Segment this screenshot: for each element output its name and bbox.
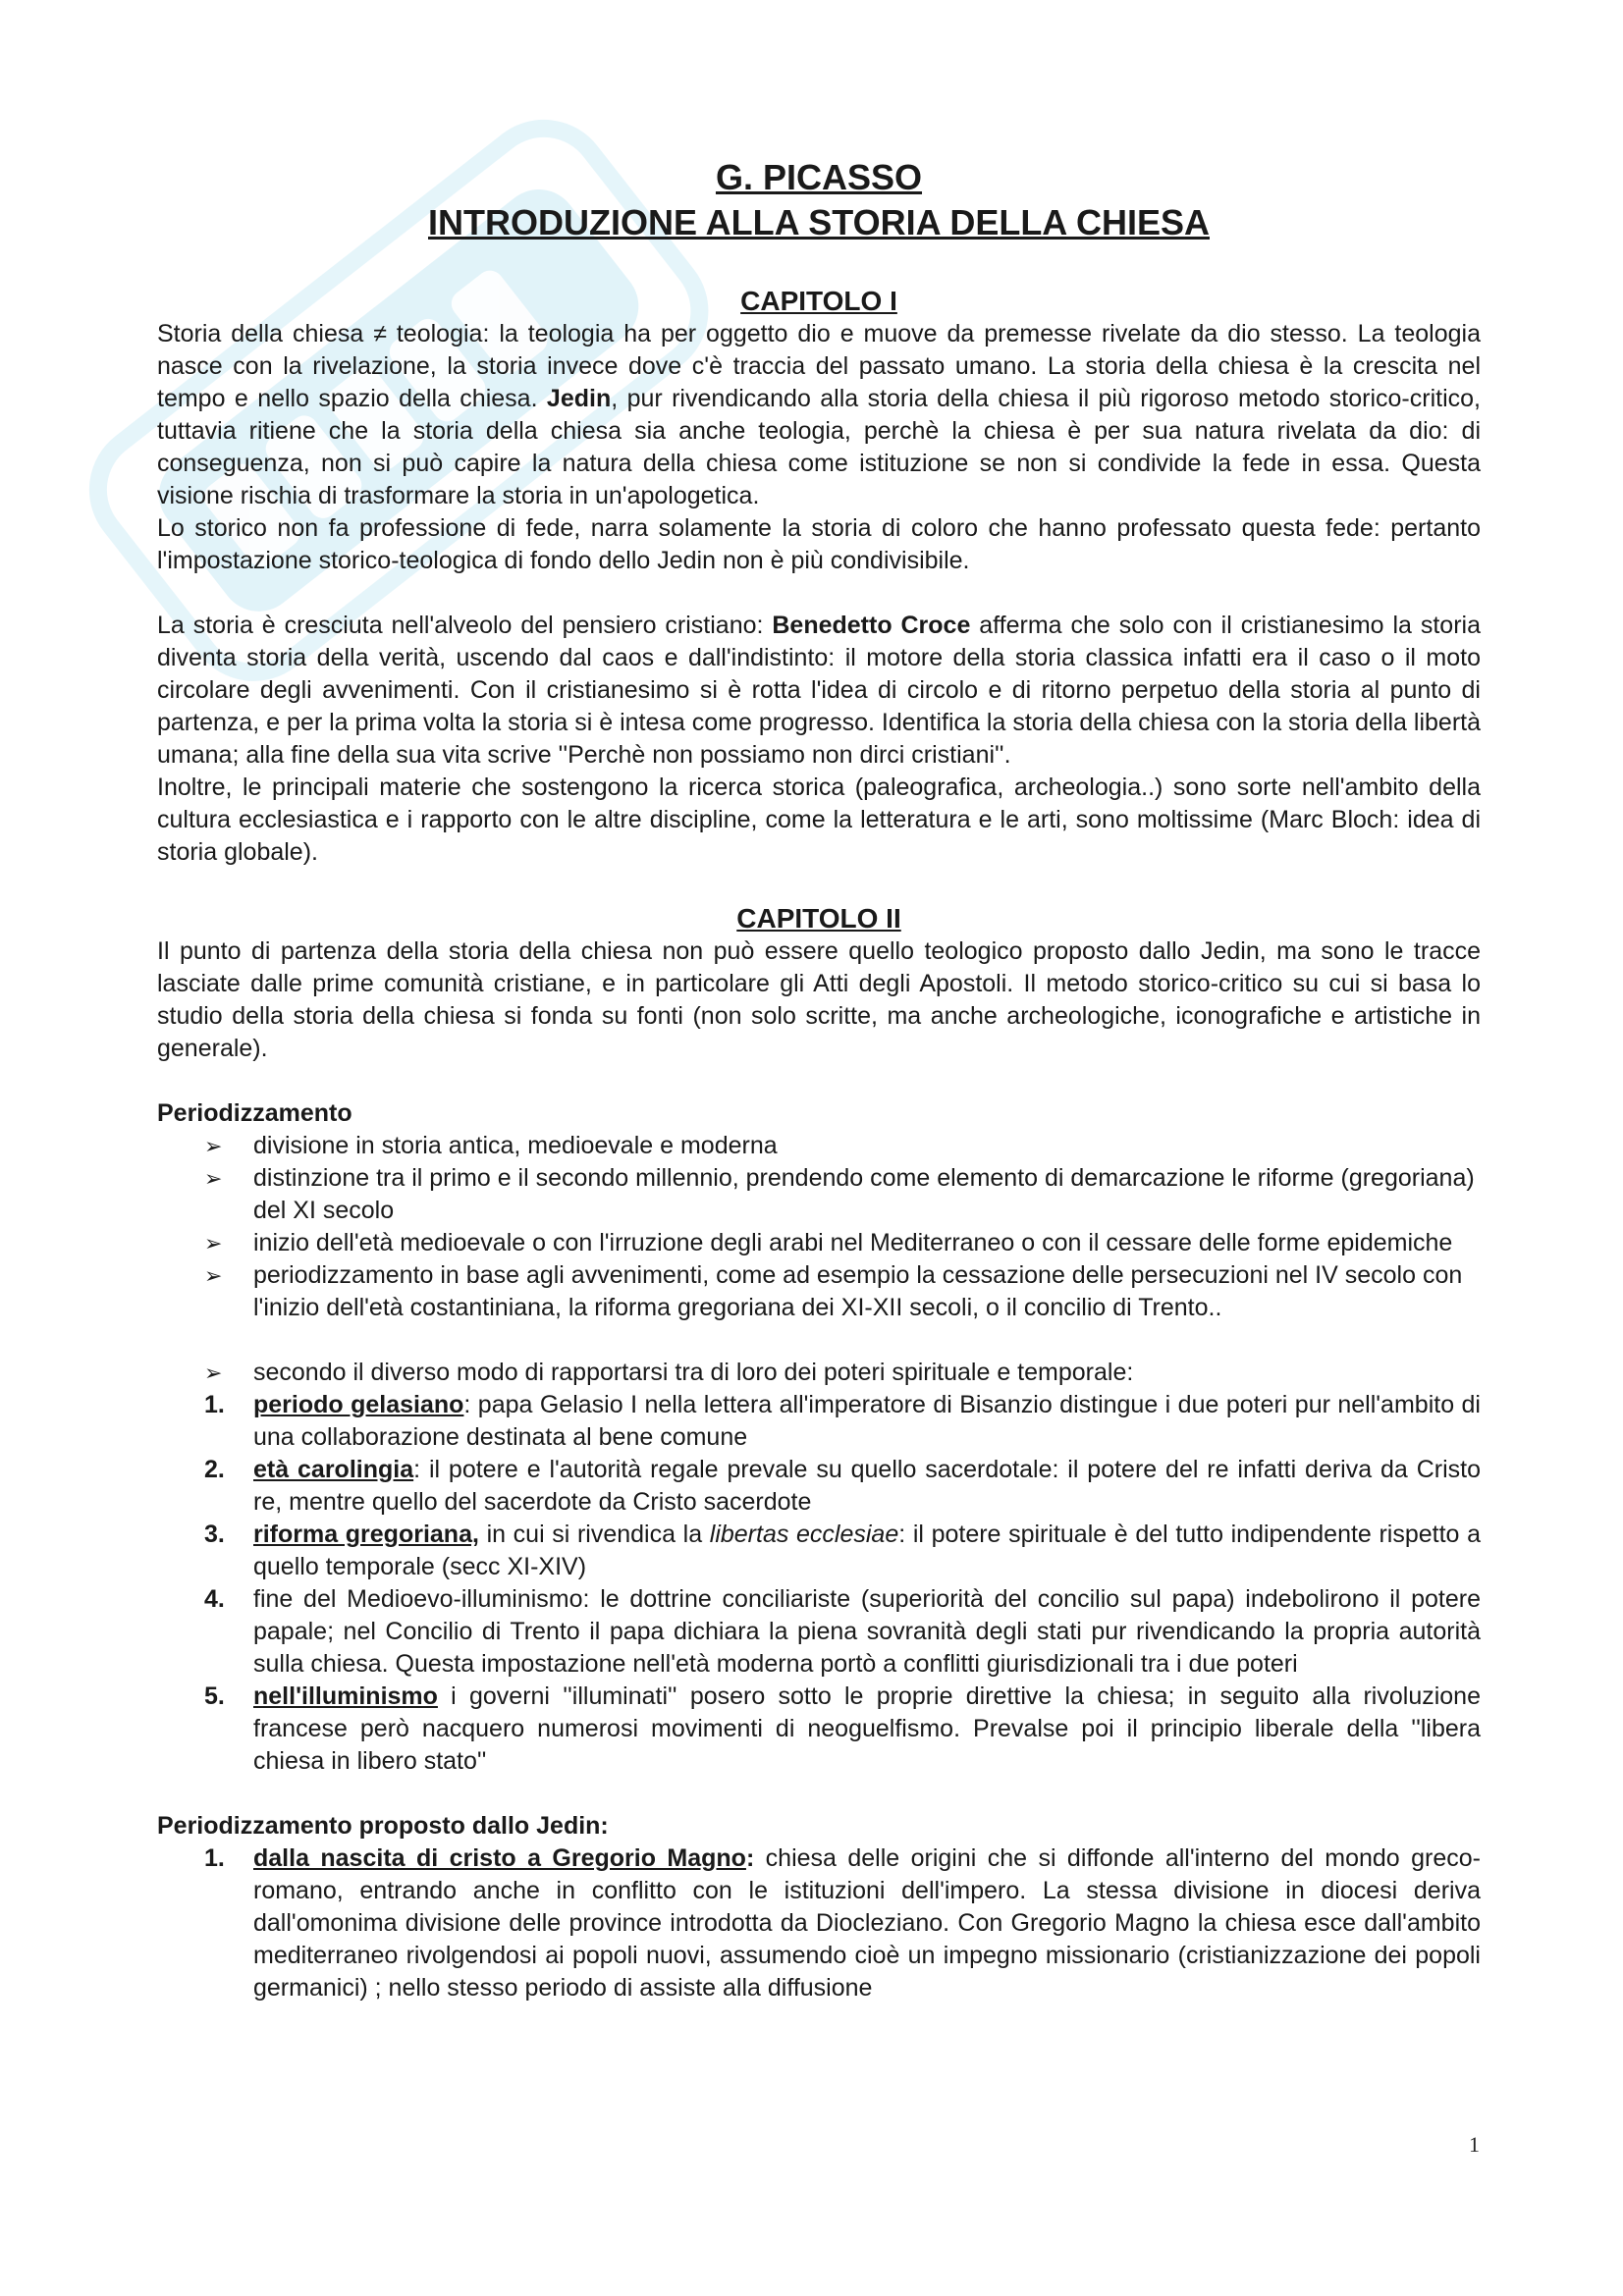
italic-term: libertas ecclesiae xyxy=(709,1521,899,1548)
numbered-item xyxy=(204,1519,1481,1583)
list-item xyxy=(204,1357,1481,1389)
main-content xyxy=(157,155,1481,2004)
item-text: fine del Medioevo-illuminismo: le dottrine conciliariste (superiorità del concilio sul papa) indebolirono il potere papale; nel Concilio di Trento il papa dichiara la piena sovranità degli stati pur rivendicando la propria autorità sulla chiesa. Questa impostazione nell'età moderna portò a conflitti giurisdizionali tra i due poteri xyxy=(253,1585,1481,1678)
spacer xyxy=(157,1065,1481,1097)
power-relations-list xyxy=(157,1389,1481,1778)
item-number: 1. xyxy=(204,1844,225,1872)
page-number: 1 xyxy=(1469,2132,1480,2157)
list-item xyxy=(204,1259,1481,1324)
item-text: : il potere e l'autorità regale prevale su quello sacerdotale: il potere del re infatti deriva da Cristo re, mentre quello del sacerdote da Cristo sacerdote xyxy=(253,1456,1481,1516)
jedin-periodization-list xyxy=(157,1842,1481,2004)
item-number: 5. xyxy=(204,1682,225,1710)
arrow-bullet-icon: ➢ xyxy=(204,1231,223,1255)
spacer xyxy=(157,577,1481,610)
chapter-2-heading: CAPITOLO II xyxy=(736,903,901,934)
text-run: La storia è cresciuta nell'alveolo del pensiero cristiano: xyxy=(157,612,773,639)
item-number: 3. xyxy=(204,1521,225,1548)
item-text: : papa Gelasio I nella lettera all'imperatore di Bisanzio distingue i due poteri pur nell'ambito di una collaborazione destinata al bene comune xyxy=(253,1391,1481,1451)
item-number: 2. xyxy=(204,1456,225,1483)
bold-term-croce: Benedetto Croce xyxy=(772,612,971,639)
item-term: nell'illuminismo xyxy=(253,1682,438,1710)
item-term: periodo gelasiano xyxy=(253,1391,464,1418)
item-text: in cui si rivendica la xyxy=(478,1521,710,1548)
item-term: dalla nascita di cristo a Gregorio Magno xyxy=(253,1844,746,1872)
numbered-item xyxy=(204,1681,1481,1778)
arrow-bullet-icon: ➢ xyxy=(204,1166,223,1191)
list-item-text: divisione in storia antica, medioevale e moderna xyxy=(253,1132,778,1159)
list-item xyxy=(204,1130,1481,1162)
list-item-text: periodizzamento in base agli avvenimenti, come ad esempio la cessazione delle persecuzioni nel IV secolo con l'inizio dell'età costantiniana, la riforma gregoriana dei XI-XII secoli, o il concilio di Trento.. xyxy=(253,1261,1463,1321)
text-run: afferma che solo con il cristianesimo la storia diventa storia della verità, uscendo dal caos e dall'indistinto: il motore della storia classica infatti era il caso o il moto circolare degli avvenimenti. Con il cristianesimo si è rotta l'idea di circolo e di ritorno perpetuo della storia al punto di partenza, e per la prima volta la storia si è intesa come progresso. Identifica la storia della chiesa con la storia della libertà umana; alla fine della sua vita scrive ''Perchè non possiamo non dirci cristiani''. xyxy=(157,612,1481,769)
numbered-item xyxy=(204,1842,1481,2004)
item-number: 4. xyxy=(204,1585,225,1613)
periodization-heading: Periodizzamento xyxy=(157,1099,352,1127)
spacer xyxy=(157,1778,1481,1810)
spacer xyxy=(157,1324,1481,1357)
numbered-item xyxy=(204,1583,1481,1681)
jedin-periodization-heading: Periodizzamento proposto dallo Jedin: xyxy=(157,1812,609,1840)
item-term: età carolingia xyxy=(253,1456,414,1483)
text-run: , pur rivendicando alla storia della chiesa il più rigoroso metodo storico-critico, tuttavia ritiene che la storia della chiesa sia anche teologia, perchè la chiesa è per sua natura rivelata da dio: di conseguenza, non si può capire la natura della chiesa come istituzione se non si condivide la fede in essa. Questa visione rischia di trasformare la storia in un'apologetica. xyxy=(157,385,1481,509)
list-item-text: secondo il diverso modo di rapportarsi tra di loro dei poteri spirituale e temporale: xyxy=(253,1359,1134,1386)
list-item xyxy=(204,1162,1481,1227)
arrow-bullet-icon: ➢ xyxy=(204,1263,223,1288)
item-text: i governi ''illuminati'' posero sotto le proprie direttive la chiesa; in seguito alla rivoluzione francese però nacquero numerosi movimenti di neoguelfismo. Prevalse poi il principio liberale della ''libera chiesa in libero stato'' xyxy=(253,1682,1481,1775)
item-term: riforma gregoriana, xyxy=(253,1521,479,1548)
list-item-text: inizio dell'età medioevale o con l'irruzione degli arabi nel Mediterraneo o con il cessare delle forme epidemiche xyxy=(253,1229,1453,1256)
bold-term-jedin: Jedin xyxy=(546,385,612,412)
list-item xyxy=(204,1227,1481,1259)
periodization-list-continued xyxy=(157,1357,1481,1389)
numbered-item xyxy=(204,1454,1481,1519)
author-heading: G. PICASSO xyxy=(715,157,923,197)
chapter-1-paragraph-3 xyxy=(157,610,1481,772)
periodization-list xyxy=(157,1130,1481,1324)
chapter-1-heading: CAPITOLO I xyxy=(740,286,897,316)
arrow-bullet-icon: ➢ xyxy=(204,1134,223,1158)
item-text: : il potere spirituale è del tutto indipendente rispetto a quello temporale (secc XI-XIV) xyxy=(253,1521,1481,1580)
chapter-1-paragraph-4: Inoltre, le principali materie che sostengono la ricerca storica (paleografica, archeologia..) sono sorte nell'ambito della cultura ecclesiastica e i rapporto con le altre discipline, come la letteratura e le arti, sono moltissime (Marc Bloch: idea di storia globale). xyxy=(157,774,1481,866)
item-text: chiesa delle origini che si diffonde all'interno del mondo greco-romano, entrando anche in conflitto con le istituzioni dell'impero. La stessa divisione in diocesi deriva dall'omonima divisione delle province introdotta da Diocleziano. Con Gregorio Magno la chiesa esce dall'ambito mediterraneo rivolgendosi ai popoli nuovi, assumendo cioè un impegno missionario (cristianizzazione dei popoli germanici) ; nello stesso periodo di assiste alla diffusione xyxy=(253,1844,1481,2002)
arrow-bullet-icon: ➢ xyxy=(204,1361,223,1385)
list-item-text: distinzione tra il primo e il secondo millennio, prendendo come elemento di demarcazione le riforme (gregoriana) del XI secolo xyxy=(253,1164,1475,1224)
chapter-2-paragraph-1: Il punto di partenza della storia della chiesa non può essere quello teologico proposto dallo Jedin, ma sono le tracce lasciate dalle prime comunità cristiane, e in particolare gli Atti degli Apostoli. Il metodo storico-critico su cui si basa lo studio della storia della chiesa si fonda su fonti (non solo scritte, ma anche archeologiche, iconografiche e artistiche in generale). xyxy=(157,937,1481,1062)
numbered-item xyxy=(204,1389,1481,1454)
item-number: 1. xyxy=(204,1391,225,1418)
chapter-1-paragraph-1 xyxy=(157,318,1481,512)
text-run: Storia della chiesa ≠ teologia: la teologia ha per oggetto dio e muove da premesse rivelate da dio stesso. La teologia nasce con la rivelazione, la storia invece dove c'è traccia del passato umano. La storia della chiesa è la crescita nel tempo e nello spazio della chiesa. xyxy=(157,320,1481,412)
document-title: INTRODUZIONE ALLA STORIA DELLA CHIESA xyxy=(428,202,1210,242)
chapter-1-paragraph-2: Lo storico non fa professione di fede, narra solamente la storia di coloro che hanno professato questa fede: pertanto l'impostazione storico-teologica di fondo dello Jedin non è più condivisibile. xyxy=(157,514,1481,574)
item-term-colon: : xyxy=(745,1844,755,1872)
